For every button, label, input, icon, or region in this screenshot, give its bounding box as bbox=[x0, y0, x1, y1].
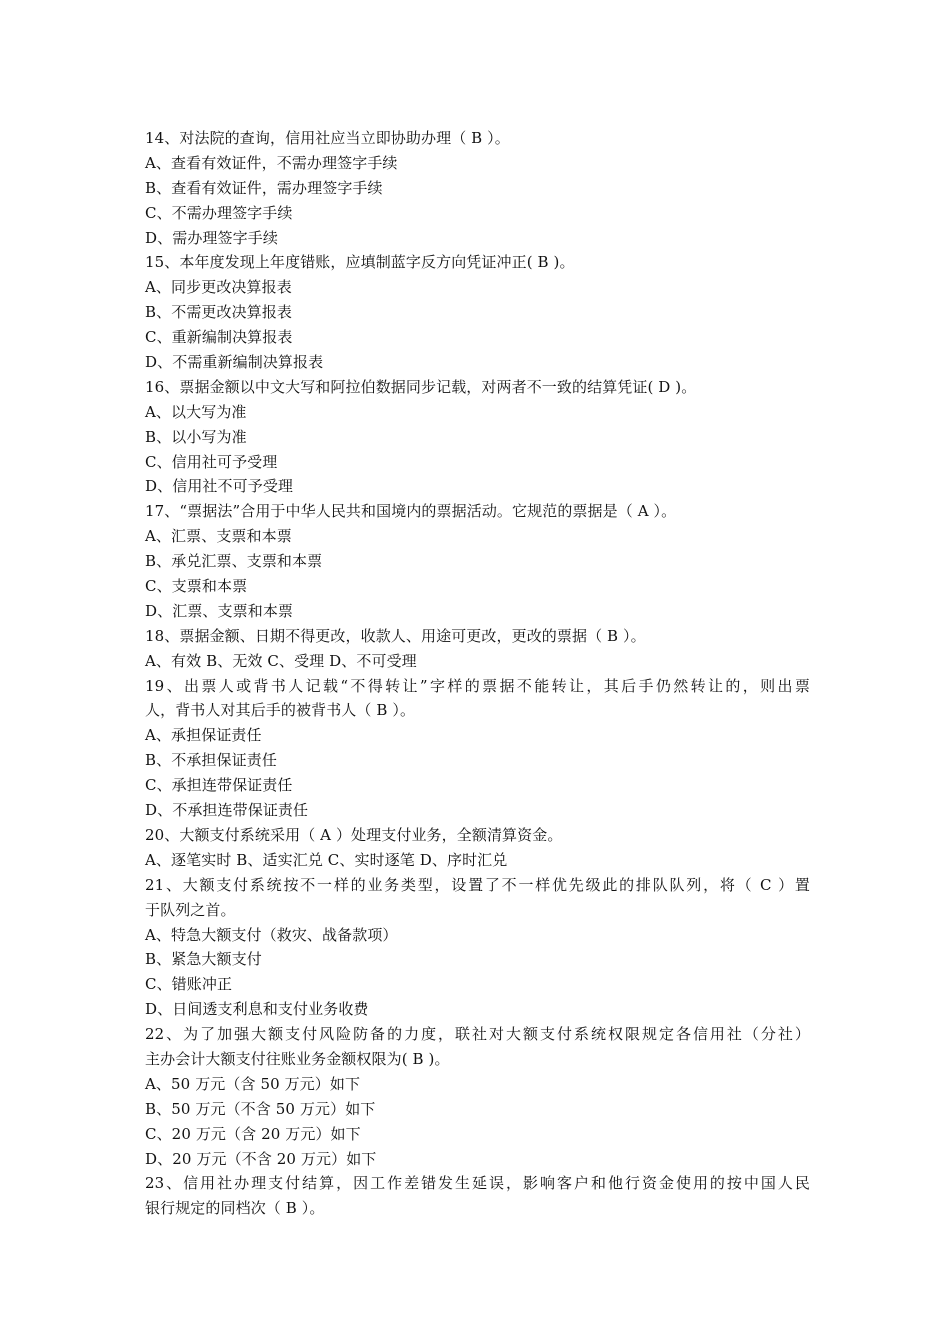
option-21-b: B、紧急大额支付 bbox=[145, 950, 262, 969]
option-16-d: D、信用社不可予受理 bbox=[145, 477, 294, 496]
option-19-b: B、不承担保证责任 bbox=[145, 751, 277, 770]
option-21-a: A、特急大额支付（救灾、战备款项） bbox=[145, 925, 398, 944]
option-14-d: D、需办理签字手续 bbox=[145, 228, 278, 247]
document-body bbox=[145, 126, 810, 1221]
option-17-d: D、汇票、支票和本票 bbox=[145, 601, 294, 620]
option-16-c: C、信用社可予受理 bbox=[145, 452, 278, 471]
option-16-b: B、以小写为准 bbox=[145, 427, 247, 446]
question-23-line-1: 23、信用社办理支付结算，因工作差错发生延误，影响客户和他行资金使用的按中国人民 bbox=[145, 1174, 810, 1193]
option-15-a: A、同步更改决算报表 bbox=[145, 278, 292, 297]
option-14-c: C、不需办理签字手续 bbox=[145, 203, 293, 222]
option-22-c: C、20 万元（含 20 万元）如下 bbox=[145, 1124, 361, 1143]
option-21-c: C、错账冲正 bbox=[145, 975, 233, 994]
option-22-d: D、20 万元（不含 20 万元）如下 bbox=[145, 1149, 377, 1168]
question-22-line-2: 主办会计大额支付往账业务金额权限为( B )。 bbox=[145, 1049, 450, 1068]
question-22-line-1: 22、为了加强大额支付风险防备的力度，联社对大额支付系统权限规定各信用社（分社） bbox=[145, 1025, 810, 1044]
option-22-b: B、50 万元（不含 50 万元）如下 bbox=[145, 1099, 376, 1118]
question-19-line-1: 19、出票人或背书人记载“不得转让”字样的票据不能转让，其后手仍然转让的，则出票 bbox=[145, 676, 810, 695]
option-15-b: B、不需更改决算报表 bbox=[145, 303, 293, 322]
question-21-line-1: 21、大额支付系统按不一样的业务类型，设置了不一样优先级此的排队队列，将（ C ）置 bbox=[145, 875, 810, 894]
question-14: 14、对法院的查询，信用社应当立即协助办理（ B ）。 bbox=[145, 129, 510, 147]
option-15-c: C、重新编制决算报表 bbox=[145, 328, 293, 347]
question-20: 20、大额支付系统采用（ A ）处理支付业务，全额清算资金。 bbox=[145, 825, 563, 844]
question-18: 18、票据金额、日期不得更改，收款人、用途可更改，更改的票据（ B ）。 bbox=[145, 626, 646, 645]
question-21-line-2: 于队列之首。 bbox=[145, 900, 236, 919]
option-19-d: D、不承担连带保证责任 bbox=[145, 801, 309, 820]
question-16: 16、票据金额以中文大写和阿拉伯数据同步记载，对两者不一致的结算凭证( D )。 bbox=[145, 377, 697, 396]
question-19-line-2: 人，背书人对其后手的被背书人（ B ）。 bbox=[145, 701, 416, 720]
option-19-a: A、承担保证责任 bbox=[145, 726, 262, 745]
option-19-c: C、承担连带保证责任 bbox=[145, 776, 293, 795]
option-15-d: D、不需重新编制决算报表 bbox=[145, 353, 324, 372]
option-21-d: D、日间透支利息和支付业务收费 bbox=[145, 1000, 369, 1019]
options-18: A、有效 B、无效 C、受理 D、不可受理 bbox=[145, 651, 417, 670]
option-14-a: A、查看有效证件，不需办理签字手续 bbox=[145, 153, 398, 172]
question-23-line-2: 银行规定的同档次（ B ）。 bbox=[145, 1199, 325, 1218]
option-22-a: A、50 万元（含 50 万元）如下 bbox=[145, 1074, 361, 1093]
option-17-c: C、支票和本票 bbox=[145, 577, 248, 596]
option-14-b: B、查看有效证件，需办理签字手续 bbox=[145, 178, 383, 197]
options-20: A、逐笔实时 B、适实汇兑 C、实时逐笔 D、序时汇兑 bbox=[145, 850, 508, 869]
option-16-a: A、以大写为准 bbox=[145, 402, 247, 421]
question-15: 15、本年度发现上年度错账，应填制蓝字反方向凭证冲正( B )。 bbox=[145, 253, 575, 272]
option-17-b: B、承兑汇票、支票和本票 bbox=[145, 552, 323, 571]
question-17: 17、“票据法”合用于中华人民共和国境内的票据活动。它规范的票据是（ A ）。 bbox=[145, 502, 677, 521]
option-17-a: A、汇票、支票和本票 bbox=[145, 527, 292, 546]
